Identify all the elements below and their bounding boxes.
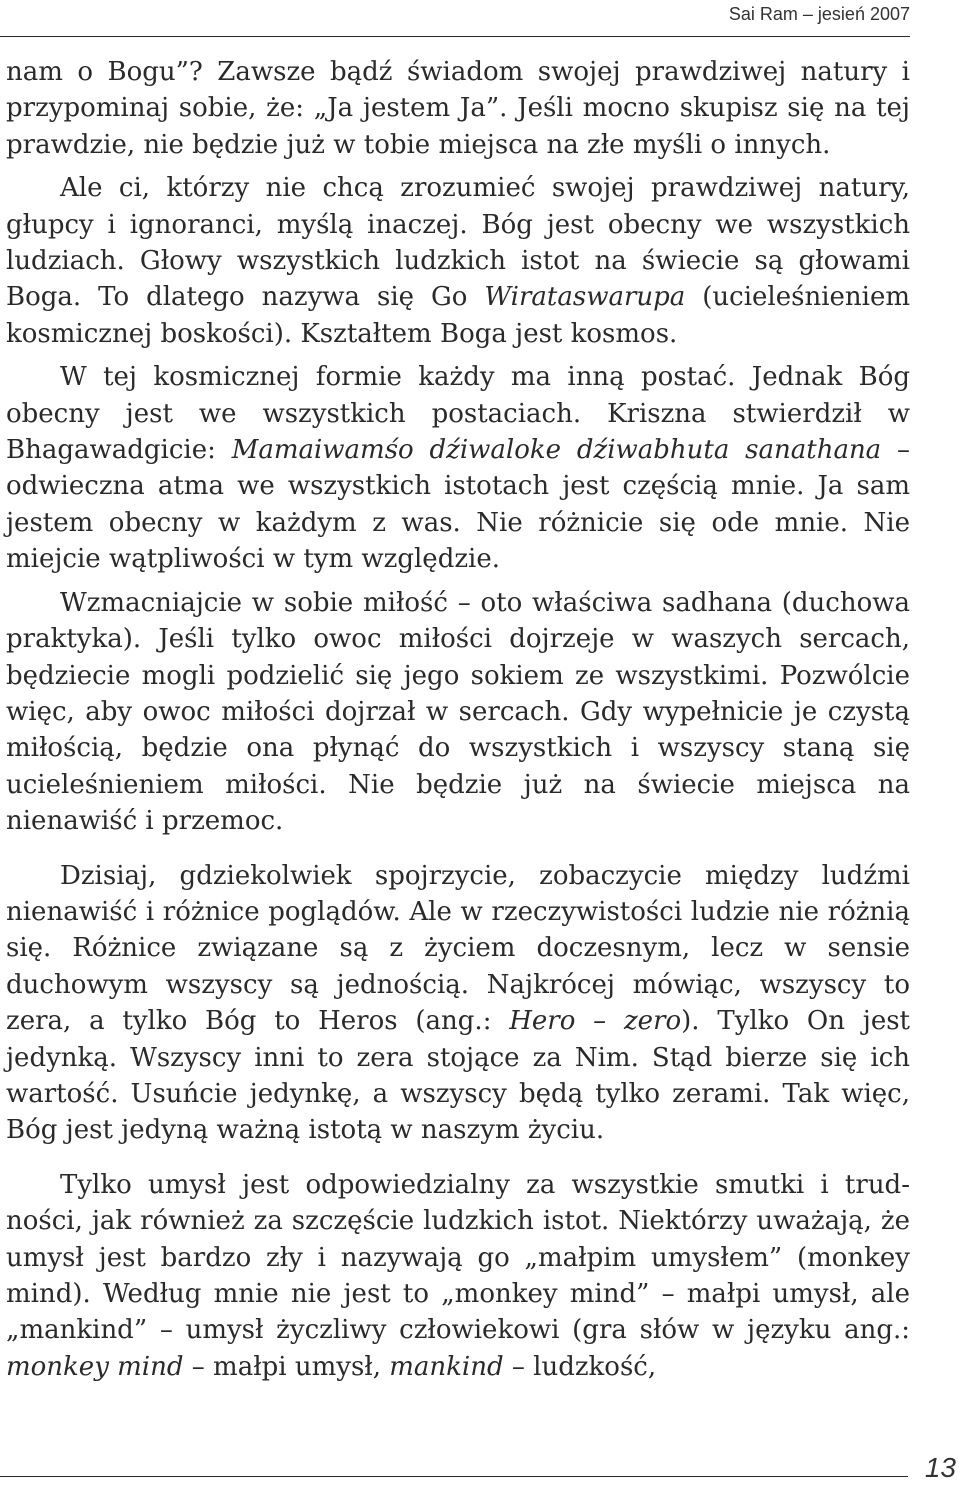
paragraph-6 (6, 1167, 910, 1385)
paragraph-text: Wzmacniajcie w sobie miłość – oto właściwa sadhana (duchowa praktyka). Jeśli tylko owoc miłości dojrzeje w waszych sercach, będziecie mogli podzielić się jego sokiem ze wszystkimi. Pozwólcie więc, aby owoc miłości dojrzał w sercach. Gdy wypełnicie je czystą miłością, będzie ona płynąć do wszystkich i wszyscy staną się ucieleśnieniem miłości. Nie będzie już na świecie miejsca na nienawiść i przemoc. (6, 587, 910, 837)
italic-term: Hero – zero (509, 1006, 682, 1037)
header-rule (0, 36, 910, 37)
italic-quote: Mamaiwamśo dźiwaloke dźiwabhuta sanathana (231, 435, 882, 466)
paragraph-text: Tylko umysł jest odpowiedzialny za wszystkie smutki i trudności, jak również za szczęście ludzkich istot. Niektórzy uważają, że umysł jest bardzo zły i nazywają go „małpim umysłem” (monkey mind). Według mnie nie jest to „monkey mind” – małpi umysł, ale „mankind” – umysł życzliwy człowiekowi (gra słów w języku ang.: (6, 1169, 910, 1346)
paragraph-4 (6, 585, 910, 840)
running-header: Sai Ram – jesień 2007 (728, 4, 910, 24)
paragraph-text: – odwieczna atma we wszystkich istotach jest częścią mnie. Ja sam jestem obecny w każdym z was. Nie różnicie się ode mnie. Nie miejcie wątpliwości w tym względzie. (6, 435, 910, 575)
paragraph-text: ). Tylko On jest jedynką. Wszyscy inni to zera stojące za Nim. Stąd bierze się ich wartość. Usuńcie jedynkę, a wszyscy będą tylko zerami. Tak więc, Bóg jest jedyną ważną istotą w naszym życiu. (6, 1006, 910, 1146)
paragraph-text: W tej kosmicznej formie każdy ma inną postać. Jednak Bóg obecny jest we wszystkich postaciach. Kriszna stwierdził w Bhagawadgicie: (6, 362, 910, 466)
footer-rule (0, 1476, 908, 1477)
italic-term: monkey mind (6, 1351, 184, 1382)
paragraph-text: Dzisiaj, gdziekolwiek spojrzycie, zobaczycie między ludźmi nienawiść i różnice poglądów. Ale w rzeczywistości ludzie nie różnią się. Różnice związane są z życiem doczesnym, lecz w sensie duchowym wszyscy są jednością. Najkrócej mówiąc, wszyscy to zera, a tylko Bóg to Heros (ang.: (6, 860, 910, 1037)
paragraph-5 (6, 858, 910, 1149)
paragraph-2 (6, 170, 910, 352)
paragraph-text: nam o Bogu”? Zawsze bądź świadom swojej prawdziwej natury i przypominaj sobie, że: „Ja jestem Ja”. Jeśli mocno skupisz się na tej prawdzie, nie będzie już w tobie miejsca na złe myśli o innych. (6, 57, 910, 160)
italic-term: Wirataswarupa (484, 282, 686, 313)
paragraph-3 (6, 359, 910, 577)
paragraph-text: Ale ci, którzy nie chcą zrozumieć swojej prawdziwej natury, głupcy i ignoranci, myślą inaczej. Bóg jest obecny we wszystkich ludziach. Głowy wszystkich ludzkich istot na świecie są głowami Boga. To dlatego nazywa się Go (6, 173, 910, 313)
page-number: 13 (924, 1452, 956, 1483)
body-text (6, 54, 910, 1385)
italic-term: mankind (389, 1351, 504, 1382)
paragraph-text: – małpi umysł, (183, 1351, 390, 1382)
paragraph-1 (6, 54, 910, 163)
paragraph-text: – ludzkość, (503, 1351, 657, 1382)
paragraph-text: (ucieleśnieniem kosmicznej boskości). Kształtem Boga jest kosmos. (6, 282, 910, 349)
